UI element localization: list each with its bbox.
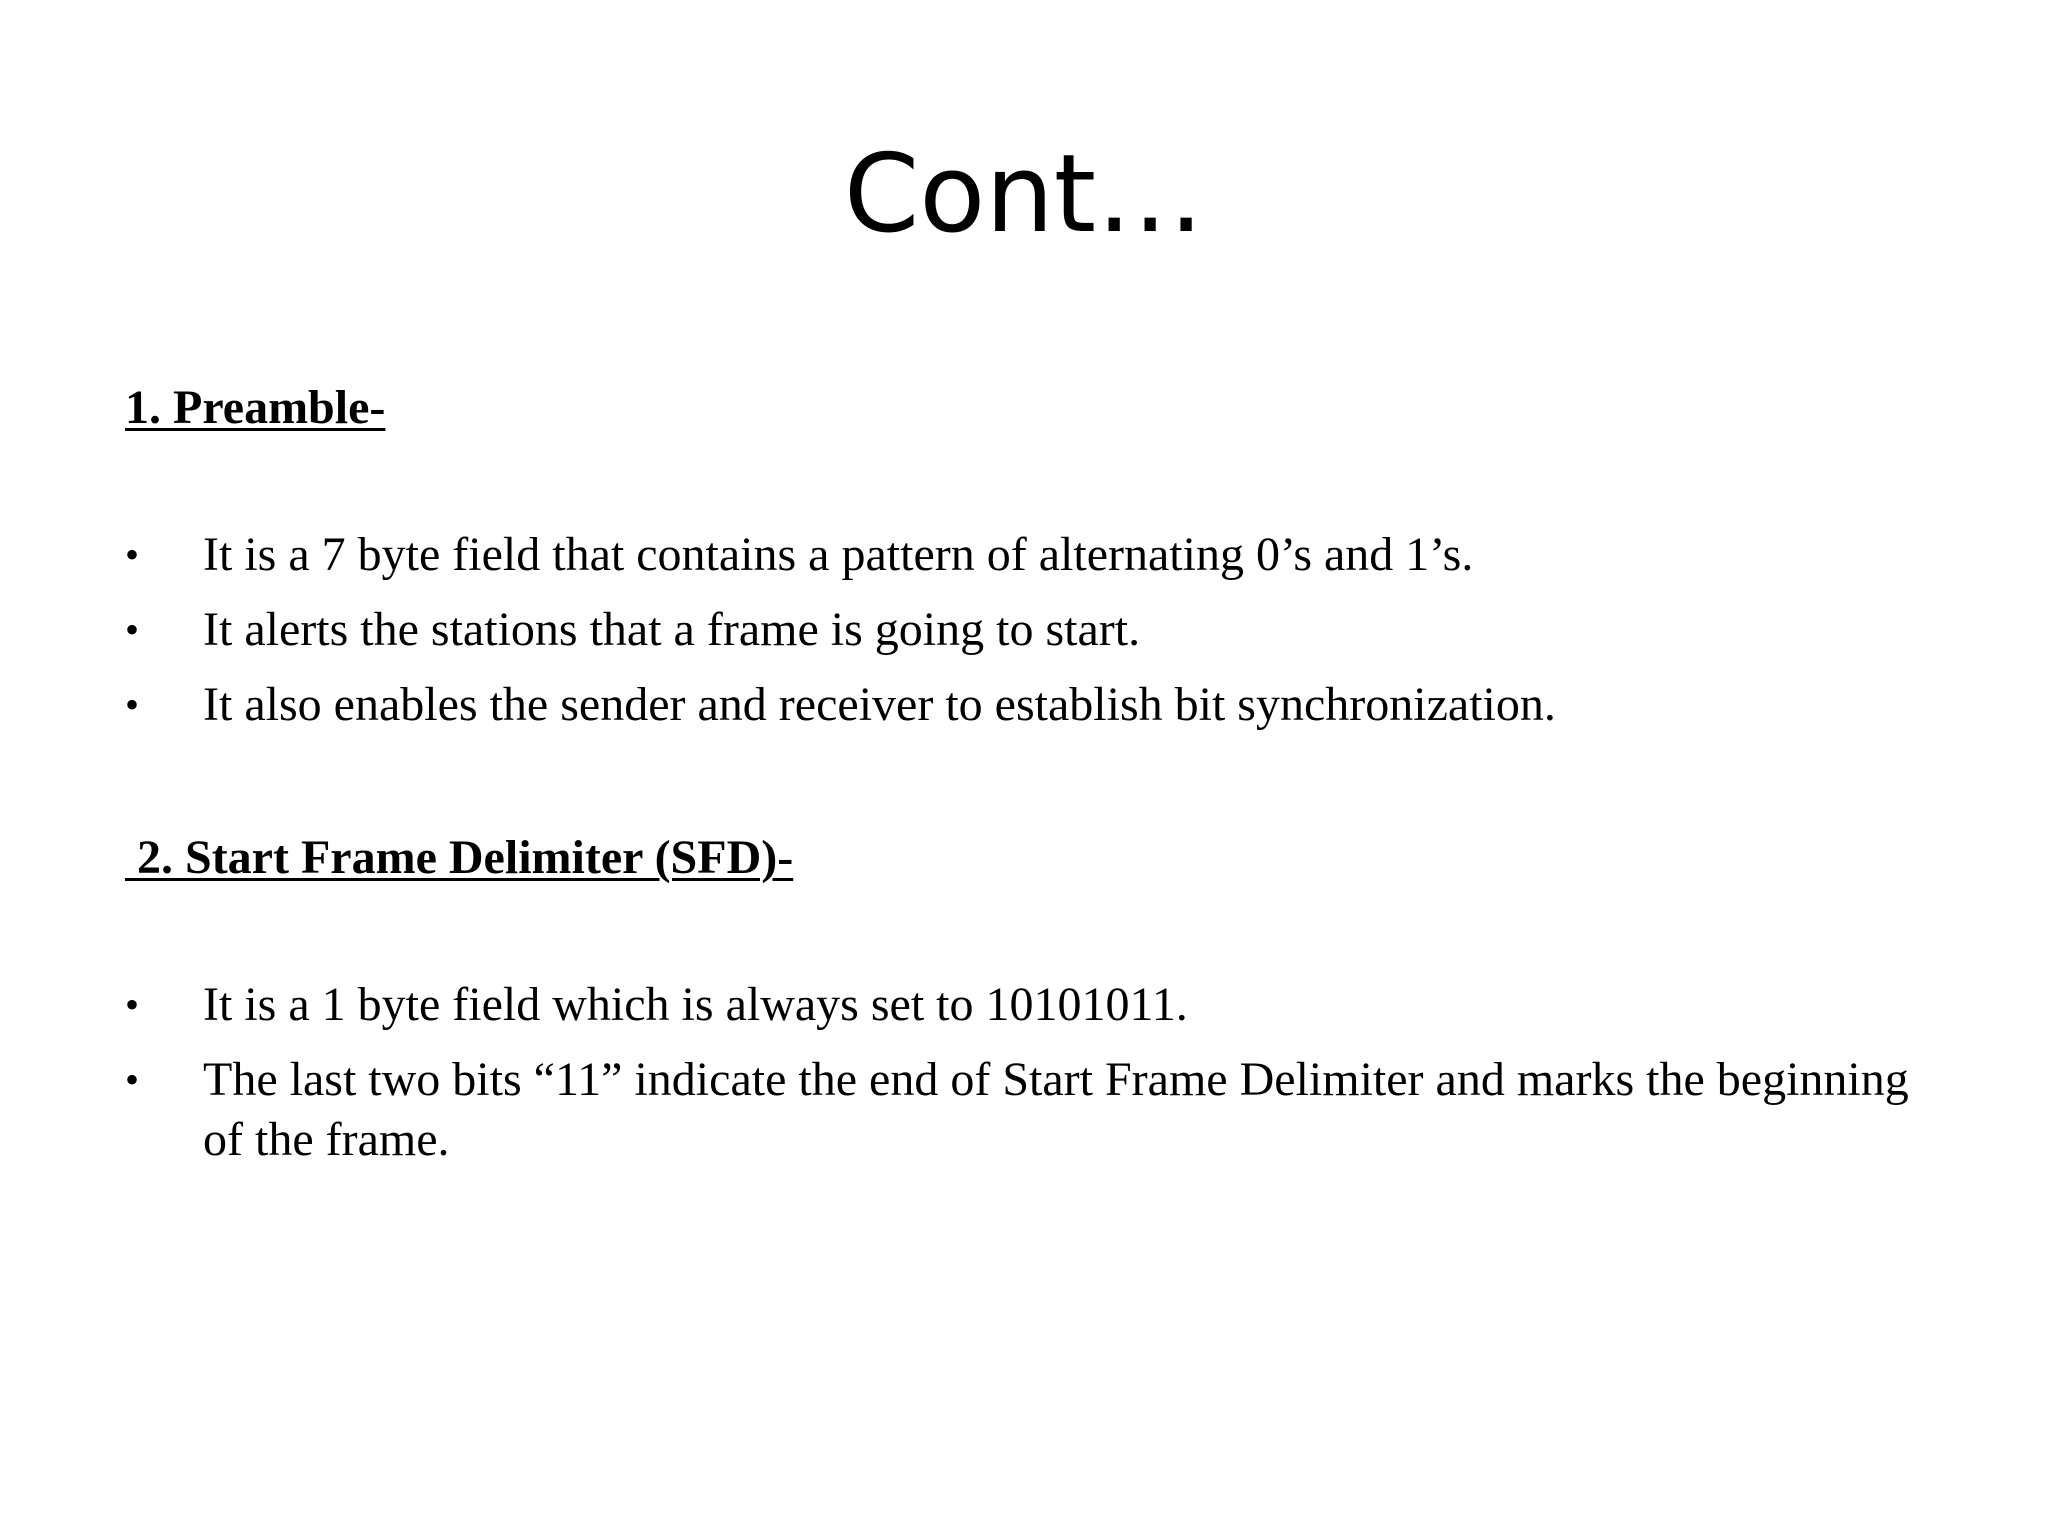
bullet-text: It alerts the stations that a frame is going to start.	[203, 603, 1141, 656]
list-item	[125, 525, 1945, 585]
bullet-list-preamble	[125, 525, 1945, 750]
bullet-icon: •	[125, 607, 140, 652]
section-heading-preamble: 1. Preamble-	[125, 381, 386, 434]
bullet-text: It also enables the sender and receiver to establish bit synchronization.	[203, 678, 1556, 731]
bullet-icon: •	[125, 682, 140, 727]
bullet-text: The last two bits “11” indicate the end of Start Frame Delimiter and marks the beginning of the frame.	[203, 1053, 1909, 1166]
list-item	[125, 600, 1945, 660]
bullet-text: It is a 1 byte field which is always set to 10101011.	[203, 978, 1188, 1031]
bullet-icon: •	[125, 532, 140, 577]
list-item	[125, 675, 1945, 735]
section-heading-sfd: 2. Start Frame Delimiter (SFD)-	[125, 831, 794, 884]
bullet-icon: •	[125, 1057, 140, 1102]
bullet-icon: •	[125, 982, 140, 1027]
bullet-list-sfd	[125, 975, 1945, 1185]
list-item	[125, 1050, 1945, 1170]
bullet-text: It is a 7 byte field that contains a pattern of alternating 0’s and 1’s.	[203, 528, 1474, 581]
list-item	[125, 975, 1945, 1035]
slide-title: Cont…	[843, 132, 1205, 257]
